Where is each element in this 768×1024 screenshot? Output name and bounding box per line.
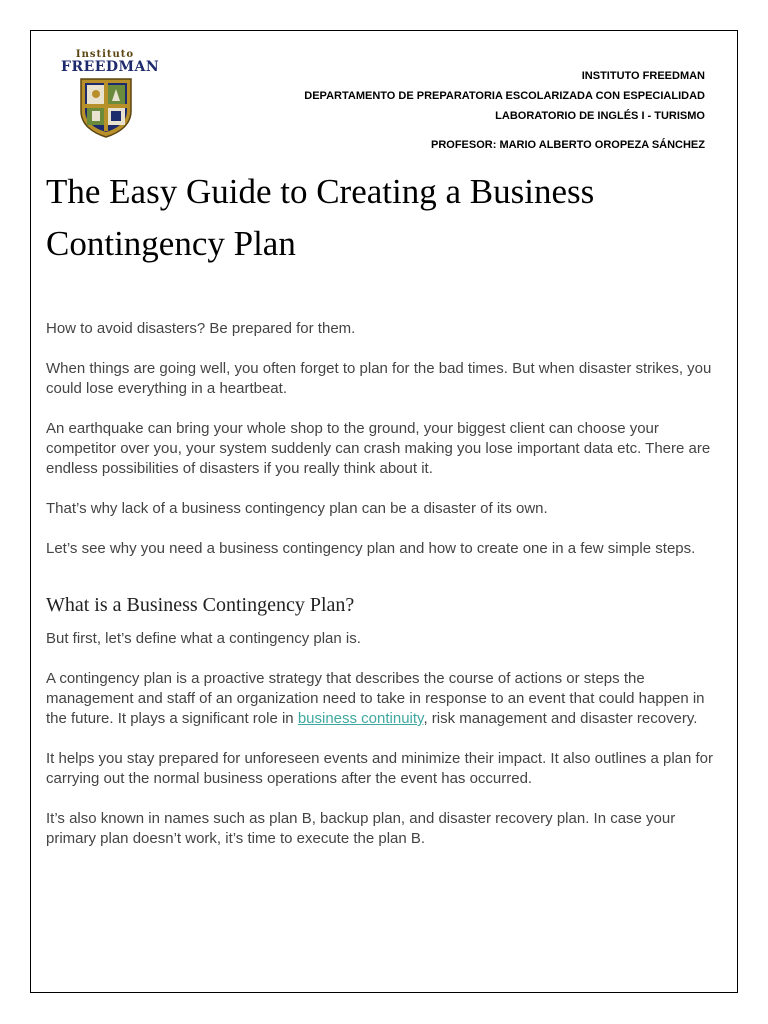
paragraph-lets-see: Let’s see why you need a business contingency plan and how to create one in a few simple steps. bbox=[46, 540, 696, 557]
paragraph-earthquake: An earthquake can bring your whole shop to the ground, your biggest client can choose your competitor over you, your system suddenly can crash making you lose important data etc. There are endless possibilities of disasters if you really think about it. bbox=[46, 420, 711, 477]
header-laboratory: LABORATORIO DE INGLÉS I - TURISMO bbox=[495, 110, 705, 122]
paragraph-plan-b: It’s also known in names such as plan B, backup plan, and disaster recovery plan. In case your primary plan doesn’t work, it’s time to execute the plan B. bbox=[46, 810, 676, 847]
logo-word-freedman: FREEDMAN bbox=[61, 59, 160, 75]
paragraph-good-times: When things are going well, you often forget to plan for the bad times. But when disaster strikes, you could lose everything in a heartbeat. bbox=[46, 360, 712, 397]
header-professor: PROFESOR: MARIO ALBERTO OROPEZA SÁNCHEZ bbox=[431, 139, 705, 151]
business-continuity-link[interactable]: business continuity bbox=[297, 710, 424, 727]
paragraph-lack-of-plan: That’s why lack of a business contingency plan can be a disaster of its own. bbox=[46, 500, 548, 517]
logo-word-instituto: Instituto bbox=[75, 49, 135, 60]
document-body bbox=[46, 319, 726, 869]
paragraph-definition bbox=[46, 669, 726, 729]
institute-logo bbox=[61, 49, 160, 139]
header-institute: INSTITUTO FREEDMAN bbox=[581, 70, 705, 82]
document-page bbox=[30, 30, 738, 993]
document-title: The Easy Guide to Creating a Business Contingency Plan bbox=[46, 172, 595, 263]
definition-text-end: , risk management and disaster recovery. bbox=[423, 710, 698, 727]
section-heading: What is a Business Contingency Plan? bbox=[46, 594, 355, 616]
paragraph-prepared: It helps you stay prepared for unforeseen events and minimize their impact. It also outlines a plan for carrying out the normal business operations after the event has occurred. bbox=[46, 750, 714, 787]
paragraph-intro: How to avoid disasters? Be prepared for them. bbox=[46, 320, 356, 337]
definition-text-start: A contingency plan is a proactive strategy that describes the course of actions or steps the management and staff of an organization need to take in response to an event that could happen in the future. It plays a significant role in bbox=[46, 670, 705, 727]
header-department: DEPARTAMENTO DE PREPARATORIA ESCOLARIZADA CON ESPECIALIDAD bbox=[304, 90, 705, 102]
document-header bbox=[304, 66, 705, 155]
paragraph-define: But first, let’s define what a contingency plan is. bbox=[46, 630, 361, 647]
shield-crest-icon bbox=[79, 77, 133, 139]
